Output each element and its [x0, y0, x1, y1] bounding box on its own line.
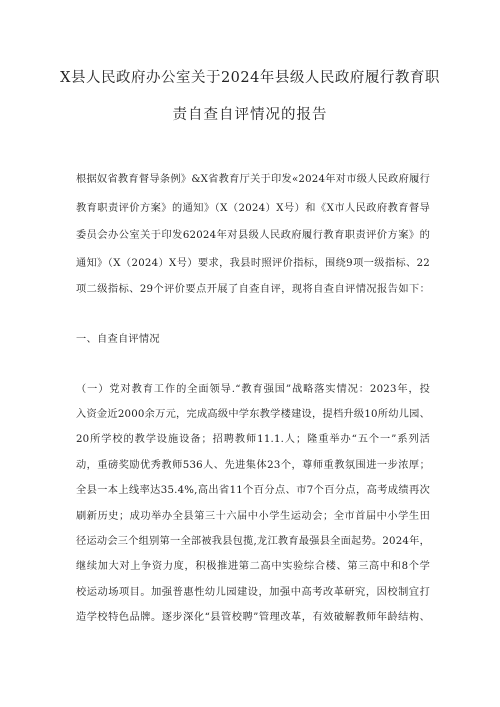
body-line: 全县一本上线率达35.4%,高出省11个百分点、市7个百分点，高考成绩再次 — [76, 485, 430, 496]
document-title-line1: X县人民政府办公室关于2024年县级人民政府履行教育职 — [60, 70, 440, 86]
body-line: 继续加大对上争资力度，积极推进第二高中实验综合楼、第三高中和8个学 — [76, 561, 430, 572]
body-line: 造学校特色品牌。逐步深化“县管校聘”管理改革，有效破解教师年龄结构、 — [76, 612, 430, 623]
body-line: （一）党对教育工作的全面领导.“教育强国”战略落实情况：2023年，投 — [76, 384, 430, 395]
intro-line: 通知》（X（2024）X号）要求，我县时照评价指标，围绕9项一级指标、22 — [76, 258, 430, 269]
intro-line: 项二级指标、29个评价要点开展了自查自评，现将自查自评情况报告如下： — [76, 284, 430, 295]
intro-line: 根据奴省教育督导条例》&X省教育厅关于印发«2024年对市级人民政府履行 — [76, 174, 430, 185]
section-heading: 一、自查自评情况 — [76, 334, 160, 345]
body-line: 动，重磅奖励优秀教师536人、先进集体23个，尊师重教氛围进一步浓厚； — [76, 460, 430, 471]
intro-line: 教育职责评价方案》的通知》（X（2024）X号）和《X市人民政府教育督导 — [76, 203, 430, 214]
body-line: 径运动会三个组别第一全部被我县包揽,龙江教育最强县全面起势。2024年， — [76, 536, 430, 547]
body-line: 20所学校的教学设施设备；招聘教师11.1.人；隆重举办“五个一”系列活 — [76, 434, 430, 445]
body-line: 入资金近2000余万元，完成高级中学东教学楼建设，提档升级10所幼儿园、 — [76, 409, 430, 420]
body-line: 刷新历史；成功举办全县第三十六届中小学生运动会；全市首届中小学生田 — [76, 511, 430, 522]
intro-line: 委员会办公室关于印发62024年对县级人民政府履行教育职责评价方案》的 — [76, 230, 430, 241]
document-title-line2: 责自查自评情况的报告 — [172, 107, 328, 123]
body-line: 校运动场项目。加强普惠性幼儿园建设，加强中高考改革研究，因校制宜打 — [76, 587, 430, 598]
